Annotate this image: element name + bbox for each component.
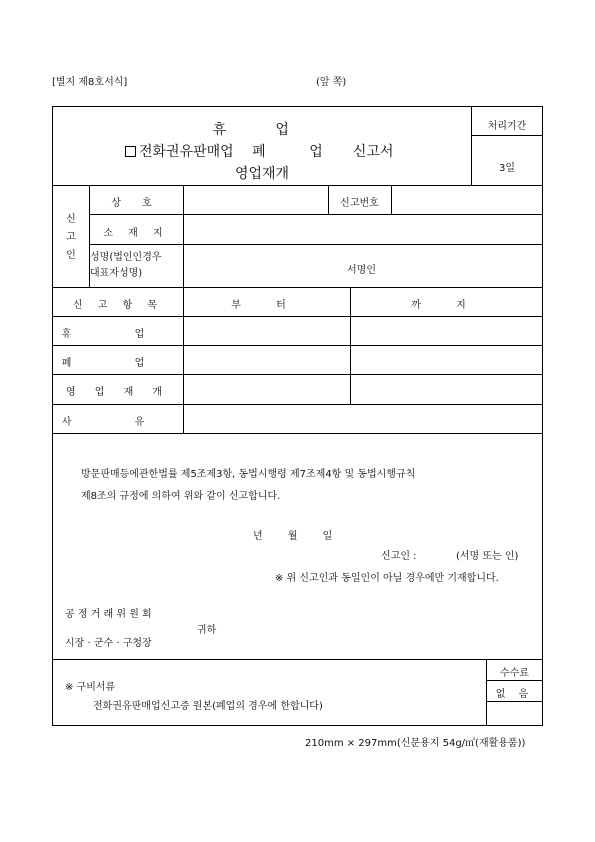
title-line2 [125, 141, 393, 161]
items-row-line4 [53, 404, 543, 405]
title-line3: 영업재개 [234, 166, 290, 182]
processing-value: 3일 [498, 163, 516, 174]
group-char-3: 인 [66, 250, 76, 261]
title-line1: 휴 업 [212, 122, 312, 138]
fee-value: 없 음 [495, 689, 534, 700]
title-suffix: 신고서 [352, 144, 394, 160]
item-row-suspend: 휴 업 [61, 329, 175, 340]
group-char-2: 고 [66, 232, 76, 243]
report-number-divider-right [391, 185, 392, 214]
trade-name-label: 상 호 [111, 198, 161, 209]
fee-row-line1 [486, 680, 543, 681]
reason-label: 사 유 [61, 417, 175, 428]
documents-item: 전화권유판매업신고증 원본(폐업의 경우에 한합니다) [93, 701, 323, 712]
report-number-label: 신고번호 [340, 198, 379, 209]
fee-row-line2 [486, 701, 543, 702]
reporter-row-line1 [89, 214, 543, 215]
items-header-item: 신 고 항 목 [72, 300, 164, 311]
sign-hint: (서명 또는 인) [456, 551, 519, 562]
title-prefix: 전화권유판매업 [139, 144, 234, 160]
reporter-group-label [53, 211, 89, 265]
recipient1: 공 정 거 래 위 원 회 [65, 609, 152, 620]
title-mid: 폐 업 [252, 144, 343, 160]
statement-line2: 제8조의 규정에 의하여 위와 같이 신고합니다. [81, 491, 281, 502]
signature-label: 서명인 [347, 265, 376, 276]
group-char-1: 신 [66, 214, 76, 225]
items-row-line1 [53, 316, 543, 317]
items-bottom-line [53, 433, 543, 434]
report-form [52, 106, 543, 726]
name-label-line2: 대표자성명) [90, 268, 143, 279]
checkbox-icon [125, 146, 136, 157]
paper-spec: 210mm × 297mm(신문용지 54g/㎡(재활용품)) [305, 738, 526, 749]
processing-label: 처리기간 [487, 121, 527, 132]
form-number-label: [별지 제8호서식] [52, 77, 128, 88]
name-label-line1: 성명(법인인경우 [90, 252, 162, 263]
reporter-row-line2 [89, 244, 543, 245]
reporter-bottom-line [53, 287, 543, 288]
address-label: 소 재 지 [103, 228, 169, 239]
items-header-from: 부 터 [231, 300, 302, 311]
note: ※ 위 신고인과 동일인이 아닐 경우에만 기재합니다. [275, 573, 499, 584]
reporter-label-divider [183, 185, 184, 287]
items-row-line3 [53, 374, 543, 375]
item-row-resume: 영 업 재 개 [65, 387, 171, 398]
page-side-label: (앞 쪽) [316, 77, 347, 88]
reporter-sign-label: 신고인 : [381, 551, 417, 562]
report-date: 년 월 일 [253, 531, 333, 542]
recipient-honorific: 귀하 [197, 625, 217, 636]
processing-divider [471, 135, 543, 136]
items-row-line2 [53, 345, 543, 346]
statement-line1: 방문판매등에관한법률 제5조제3항, 동법시행령 제7조제4항 및 동법시행규칙 [81, 469, 416, 480]
documents-top-line [53, 659, 543, 660]
title-bottom-line [53, 185, 543, 186]
documents-title: ※ 구비서류 [65, 682, 116, 693]
fee-label: 수수료 [500, 668, 529, 679]
items-header-to: 까 지 [411, 300, 482, 311]
item-row-close: 폐 업 [61, 358, 175, 369]
name-label [90, 250, 162, 282]
recipient2: 시장 · 군수 · 구청장 [65, 638, 152, 649]
